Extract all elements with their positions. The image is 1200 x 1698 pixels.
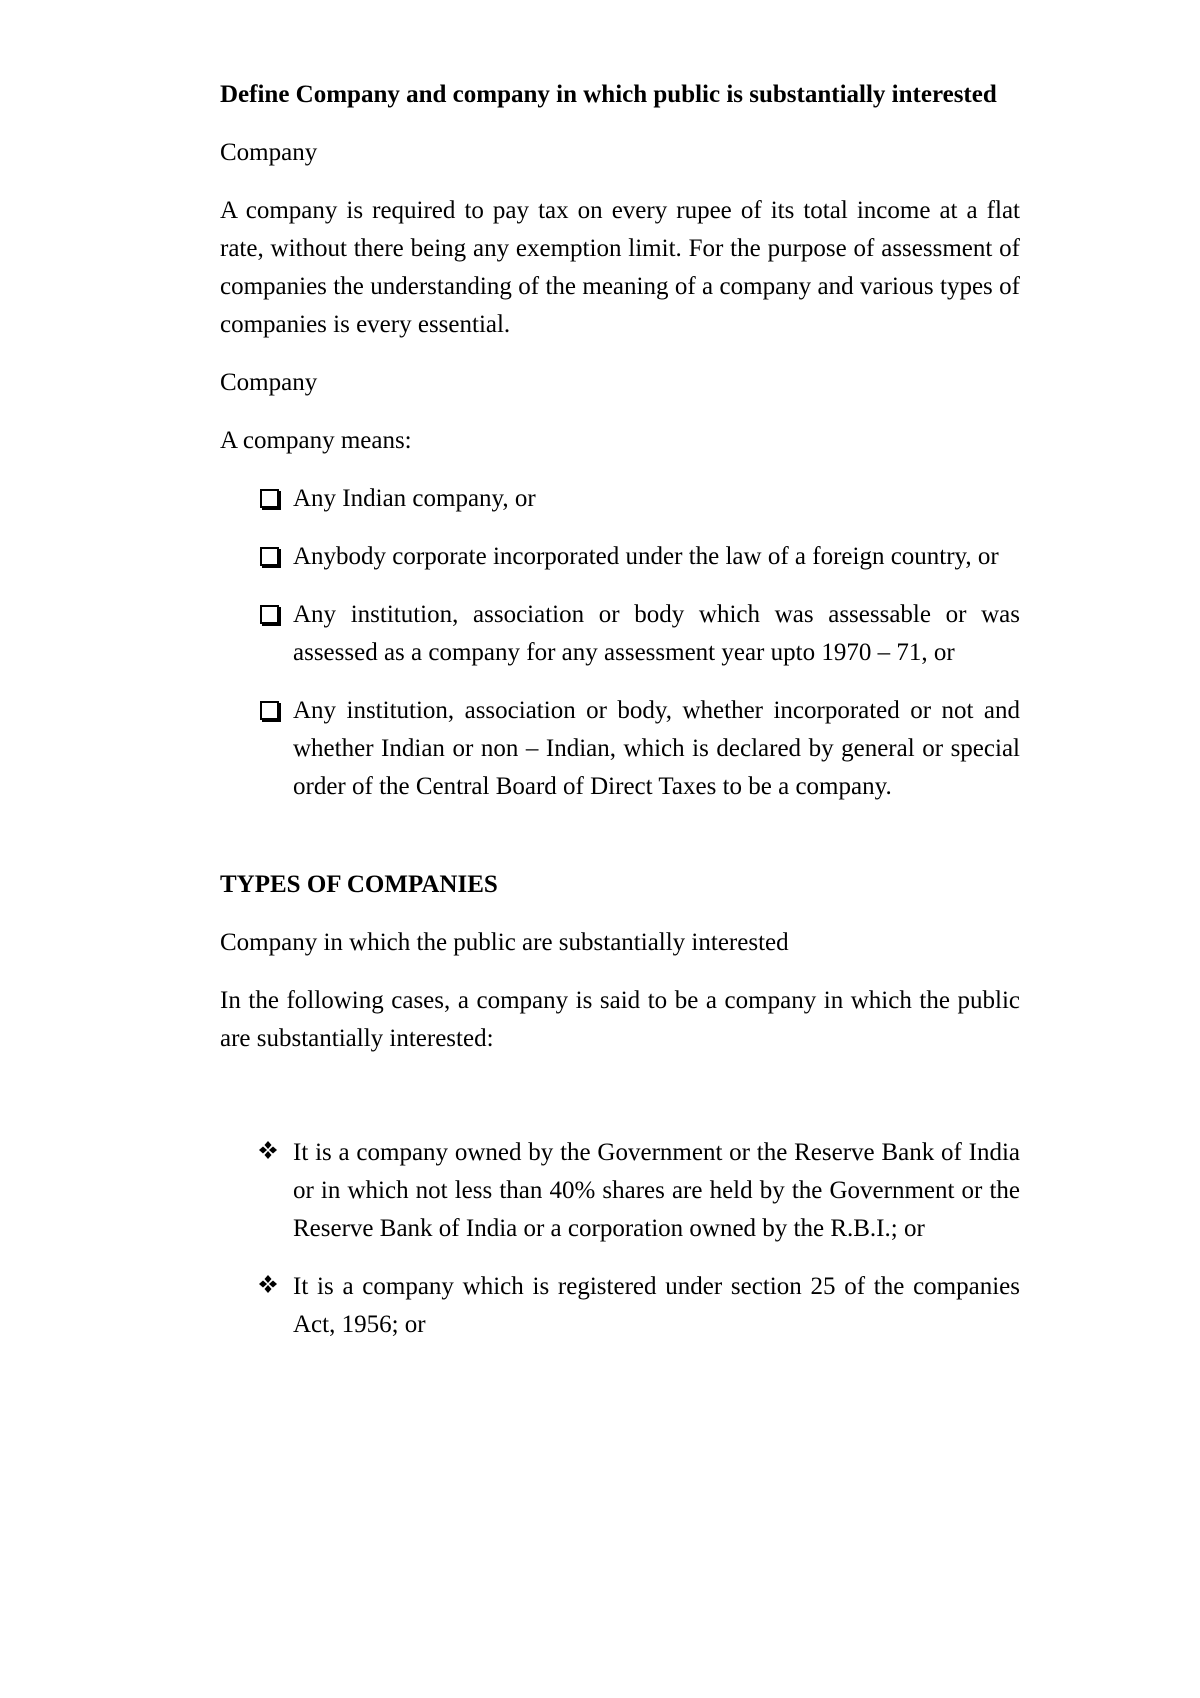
list-item-text: Any institution, association or body, whether incorporated or not and whether Indian or non – Indian, which is declared by general or special order of the Central Board of Direct Taxes to be a company. [293,697,1020,800]
public-interest-list [220,1134,1020,1344]
intro-paragraph: A company is required to pay tax on every rupee of its total income at a flat rate, without there being any exemption limit. For the purpose of assessment of companies the understanding of the meaning of a company and various types of companies is every essential. [220,197,1020,338]
list-item-text: Anybody corporate incorporated under the law of a foreign country, or [293,543,999,570]
types-of-companies-heading: TYPES OF COMPANIES [220,871,498,898]
heading-company: Company [220,139,318,166]
list-item [220,1268,1020,1344]
list-item [220,1134,1020,1248]
company-means-label: A company means: [220,427,412,454]
public-interest-heading: Company in which the public are substantially interested [220,929,789,956]
list-item-text: It is a company owned by the Government or the Reserve Bank of India or in which not less than 40% shares are held by the Government or the Reserve Bank of India or a corporation owned by the R.B.I.; or [293,1139,1020,1242]
list-item [220,480,1020,518]
list-item-text: Any institution, association or body which was assessable or was assessed as a company for any assessment year upto 1970 – 71, or [293,601,1020,666]
list-item-text: It is a company which is registered under section 25 of the companies Act, 1956; or [293,1273,1020,1338]
heading-company-definition: Company [220,369,318,396]
four-diamond-icon [258,1134,288,1172]
list-item [220,596,1020,672]
four-diamond-icon [258,1268,288,1306]
list-item [220,538,1020,576]
public-interest-intro: In the following cases, a company is said to be a company in which the public are substantially interested: [220,987,1020,1052]
list-item [220,692,1020,806]
company-means-list [220,480,1020,806]
document-page [220,76,1020,1364]
checkbox-square-icon [258,596,288,634]
checkbox-square-icon [258,692,288,730]
checkbox-square-icon [258,480,288,518]
list-item-text: Any Indian company, or [293,485,536,512]
document-title: Define Company and company in which public is substantially interested [220,81,997,108]
checkbox-square-icon [258,538,288,576]
